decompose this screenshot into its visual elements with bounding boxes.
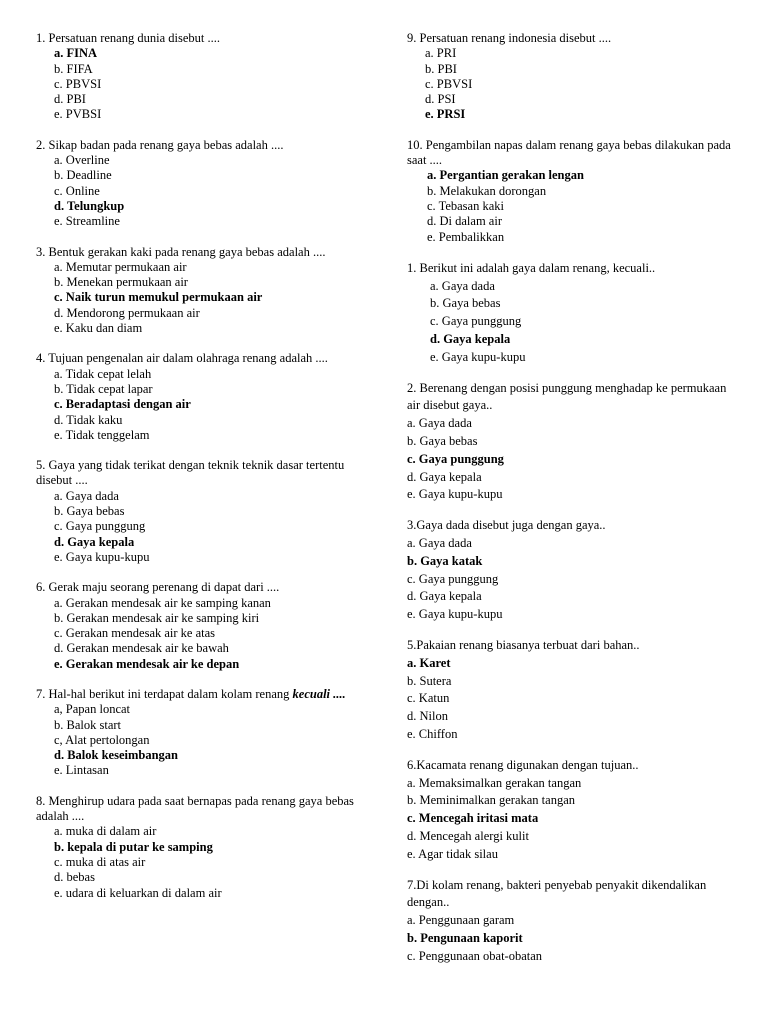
question [407,877,742,966]
answer-option-correct: e. PRSI [425,107,466,122]
answer-option: e. Pembalikkan [427,229,505,244]
answer-option: d. Mendorong permukaan air [54,305,200,320]
question-text-main: 4. Tujuan pengenalan air dalam olahraga renang adalah .... [36,351,328,366]
question-text-main: 3.Gaya dada disebut juga dengan gaya.. [407,518,606,533]
question-text-main: 9. Persatuan renang indonesia disebut .... [407,31,612,45]
answer-option: a. Gerakan mendesak air ke samping kanan [54,595,271,610]
question-text [407,380,742,416]
question-text [407,757,742,775]
question-text-main: 5.Pakaian renang biasanya terbuat dari bahan.. [407,638,640,652]
answer-option: c. Tebasan kaki [427,198,504,213]
answer-option: c. Online [54,183,100,198]
question [407,138,742,245]
answer-option: d. Di dalam air [427,214,502,229]
answer-option: e. Gaya kupu-kupu [430,349,526,364]
answer-option: c, Alat pertolongan [54,732,150,747]
answer-option: b. PBI [425,61,457,76]
answer-option-correct: a. Pergantian gerakan lengan [427,168,584,183]
question [36,245,371,337]
answer-option: d. Mencegah alergi kulit [407,828,529,843]
question-text [36,138,371,153]
right-column-part-a [407,31,742,245]
answer-option-correct: a. FINA [54,46,98,61]
question-text-main: 6. Gerak maju seorang perenang di dapat dari .... [36,580,280,595]
answer-option: a. Gaya dada [54,488,119,503]
question [36,351,371,443]
answer-option-correct: e. Gerakan mendesak air ke depan [54,656,240,671]
question-text-main: 1. Berikut ini adalah gaya dalam renang, kecuali.. [407,260,656,275]
answer-option-correct: d. Gaya kepala [430,332,511,347]
answer-option: d. Tidak kaku [54,412,123,427]
question [36,138,371,230]
question-text [407,637,742,655]
answer-option: c. Gaya punggung [407,571,499,586]
question-text [407,260,742,278]
answer-option: c. Gerakan mendesak air ke atas [54,626,216,641]
answer-option: c. Katun [407,691,450,706]
answer-option: d. PBI [54,92,86,107]
question-text [36,687,371,702]
question [36,458,371,565]
answer-option: e. Gaya kupu-kupu [407,487,503,502]
question-text [36,458,371,489]
answer-option: a. Memutar permukaan air [54,259,187,274]
answer-option: e. Gaya kupu-kupu [54,549,150,564]
answer-option: b. Tidak cepat lapar [54,381,153,396]
answer-option: b. Menekan permukaan air [54,275,188,290]
answer-option: e. Kaku dan diam [54,321,143,336]
answer-option: a. Memaksimalkan gerakan tangan [407,775,582,790]
answer-option: a. Gaya dada [407,416,472,431]
answer-option: e. Gaya kupu-kupu [407,607,503,622]
question [36,580,371,672]
answer-option: e. Streamline [54,214,120,229]
right-column [407,31,742,979]
answer-option: b. FIFA [54,61,93,76]
answer-option: a. PRI [425,46,457,61]
question [36,794,371,901]
question [407,260,742,367]
question-text [36,245,371,260]
answer-option: b. Meminimalkan gerakan tangan [407,793,575,808]
answer-option: c. PBVSI [425,76,473,91]
question-text-main: 8. Menghirup udara pada saat bernapas pada renang gaya bebas adalah .... [36,793,354,824]
answer-option: d. Nilon [407,709,448,724]
answer-option: b. Gaya bebas [430,296,501,311]
answer-option: b. Deadline [54,168,112,183]
answer-option: c. Gaya punggung [430,314,522,329]
answer-option: a. Gaya dada [407,536,472,551]
question-text-main: 10. Pengambilan napas dalam renang gaya bebas dilakukan pada saat .... [407,137,731,168]
answer-option: d. Gaya kepala [407,589,482,604]
question [407,757,742,864]
question [36,31,371,123]
answer-option: d. PSI [425,92,456,107]
question-text [36,794,371,825]
answer-option-correct: d. Gaya kepala [54,534,135,549]
answer-option-correct: c. Naik turun memukul permukaan air [54,290,263,305]
answer-option-correct: b. Gaya katak [407,553,483,568]
answer-option: e. Lintasan [54,763,109,778]
answer-option: d. Gaya kepala [407,469,482,484]
answer-option: a. Tidak cepat lelah [54,366,152,381]
answer-option: a. Overline [54,153,110,168]
answer-option: e. Agar tidak silau [407,846,498,861]
answer-option: e. Chiffon [407,726,458,741]
right-column-part-b [407,260,742,966]
answer-option: e. Tidak tenggelam [54,427,150,442]
question-text-main: 7. Hal-hal berikut ini terdapat dalam kolam renang [36,686,290,701]
answer-option: b. Melakukan dorongan [427,183,547,198]
answer-option: b. Gaya bebas [407,434,478,449]
answer-option-correct: d. Balok keseimbangan [54,748,178,763]
answer-option: b. Gerakan mendesak air ke samping kiri [54,610,260,625]
answer-option-correct: a. Karet [407,655,451,670]
answer-option: b. Sutera [407,673,452,688]
answer-option: b. Gaya bebas [54,504,125,519]
question-text-main: 1. Persatuan renang dunia disebut .... [36,31,220,45]
question-text [407,31,742,46]
answer-option-correct: b. kepala di putar ke samping [54,839,213,854]
answer-option: a. Penggunaan garam [407,913,515,928]
left-column [36,31,371,916]
answer-option-correct: c. Gaya punggung [407,451,504,466]
answer-option: e. PVBSI [54,107,102,122]
answer-option-correct: b. Pengunaan kaporit [407,930,523,945]
answer-option: d. bebas [54,870,95,885]
question-text-main: 6.Kacamata renang digunakan dengan tujuan.. [407,757,639,772]
question-text-emphasis: kecuali .... [292,686,346,701]
answer-option-correct: c. Mencegah iritasi mata [407,811,539,826]
answer-option: c. Gaya punggung [54,519,146,534]
answer-option-correct: c. Beradaptasi dengan air [54,397,191,412]
answer-option: a, Papan loncat [54,702,131,717]
question-text-main: 5. Gaya yang tidak terikat dengan teknik teknik dasar tertentu disebut .... [36,458,345,488]
question-text [36,351,371,366]
question [36,687,371,779]
question-text [407,517,742,535]
question [407,380,742,505]
question-text [36,580,371,595]
answer-option: c. muka di atas air [54,854,146,869]
question-text-main: 2. Berenang dengan posisi punggung menghadap ke permukaan air disebut gaya.. [407,380,727,413]
answer-option: a. Gaya dada [430,278,495,293]
answer-option: a. muka di dalam air [54,824,157,839]
answer-option: e. udara di keluarkan di dalam air [54,885,222,900]
question [407,517,742,624]
question [407,31,742,123]
answer-option: d. Gerakan mendesak air ke bawah [54,641,229,656]
answer-option: c. PBVSI [54,76,102,91]
answer-option-correct: d. Telungkup [54,198,125,213]
answer-option: b. Balok start [54,717,122,732]
question-text-main: 2. Sikap badan pada renang gaya bebas adalah .... [36,137,284,152]
question-text [407,877,742,913]
question [407,637,742,744]
question-text-main: 7.Di kolam renang, bakteri penyebab penyakit dikendalikan dengan.. [407,877,707,910]
question-text [407,138,742,169]
answer-option: c. Penggunaan obat-obatan [407,948,543,963]
question-text-main: 3. Bentuk gerakan kaki pada renang gaya bebas adalah .... [36,244,326,259]
question-text [36,31,371,46]
